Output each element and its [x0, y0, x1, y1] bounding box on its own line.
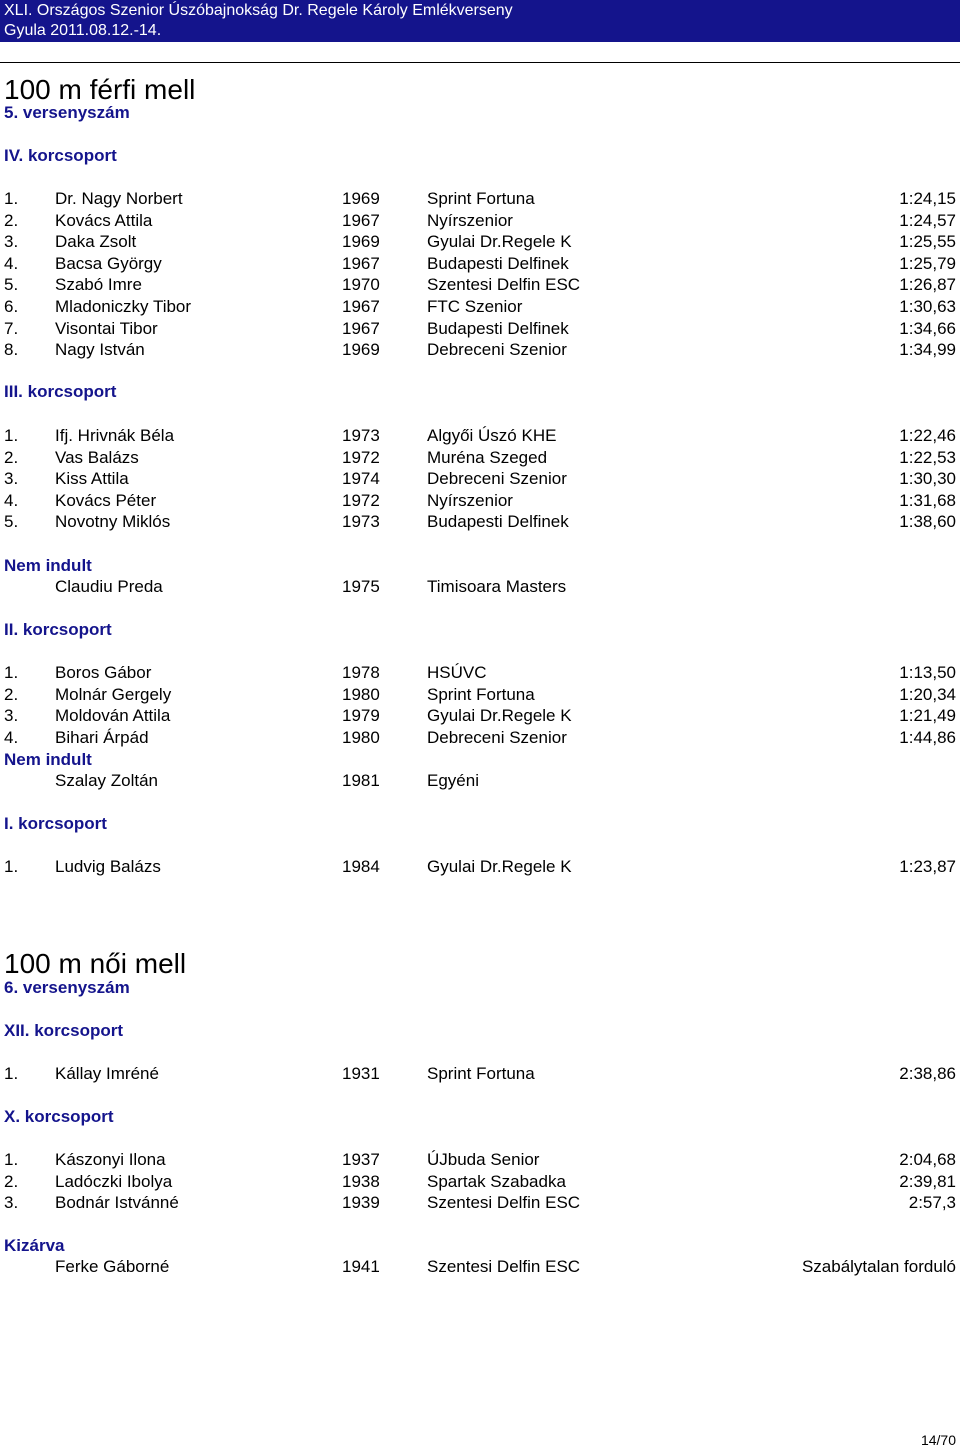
result-time: 1:26,87 [899, 275, 956, 294]
place-number: 4. [4, 728, 19, 747]
club-name: Sprint Fortuna [427, 1064, 535, 1083]
result-time: 1:23,87 [899, 857, 956, 876]
result-time: 1:31,68 [899, 491, 956, 510]
result-row [0, 511, 960, 533]
club-name: Debreceni Szenior [427, 469, 567, 488]
swimmer-name: Kovács Péter [55, 491, 157, 510]
birth-year: 1979 [342, 706, 380, 725]
place-number: 2. [4, 448, 19, 467]
birth-year: 1980 [342, 728, 380, 747]
result-row [0, 1149, 960, 1171]
birth-year: 1967 [342, 211, 380, 230]
age-group-title: III. korcsoport [4, 382, 117, 401]
age-group-title: IV. korcsoport [4, 146, 117, 165]
event-title: 100 m női mell [4, 948, 187, 979]
place-number: 7. [4, 319, 19, 338]
birth-year: 1972 [342, 491, 380, 510]
result-time: 1:24,15 [899, 189, 956, 208]
club-name: ÚJbuda Senior [427, 1150, 540, 1169]
birth-year: 1981 [342, 771, 380, 790]
birth-year: 1939 [342, 1193, 380, 1212]
result-row [0, 210, 960, 232]
swimmer-name: Kiss Attila [55, 469, 129, 488]
birth-year: 1941 [342, 1257, 380, 1276]
age-group-title: XII. korcsoport [4, 1021, 124, 1040]
result-row [0, 318, 960, 340]
swimmer-name: Ludvig Balázs [55, 857, 161, 876]
result-time: 1:20,34 [899, 685, 956, 704]
result-row [0, 662, 960, 684]
result-row [0, 447, 960, 469]
result-time: 1:44,86 [899, 728, 956, 747]
swimmer-name: Kászonyi Ilona [55, 1150, 166, 1169]
result-row [0, 856, 960, 878]
age-group-title: II. korcsoport [4, 620, 112, 639]
swimmer-name: Bihari Árpád [55, 728, 149, 747]
status-heading: Kizárva [4, 1236, 65, 1255]
result-time: 2:57,3 [908, 1193, 956, 1212]
club-name: Budapesti Delfinek [427, 512, 569, 531]
club-name: Spartak Szabadka [427, 1172, 566, 1191]
place-number: 8. [4, 340, 19, 359]
result-time: 1:24,57 [899, 211, 956, 230]
status-heading: Nem indult [4, 750, 92, 769]
result-time: 2:04,68 [899, 1150, 956, 1169]
result-row [0, 1192, 960, 1214]
header-subtitle: Gyula 2011.08.12.-14. [4, 22, 162, 39]
place-number: 4. [4, 254, 19, 273]
club-name: Debreceni Szenior [427, 340, 567, 359]
result-row [0, 339, 960, 361]
swimmer-name: Daka Zsolt [55, 232, 137, 251]
result-row [0, 684, 960, 706]
swimmer-name: Moldován Attila [55, 706, 171, 725]
birth-year: 1980 [342, 685, 380, 704]
place-number: 1. [4, 857, 19, 876]
place-number: 5. [4, 275, 19, 294]
result-row [0, 425, 960, 447]
club-name: Muréna Szeged [427, 448, 548, 467]
club-name: Szentesi Delfin ESC [427, 1257, 581, 1276]
swimmer-name: Szabó Imre [55, 275, 142, 294]
place-number: 2. [4, 1172, 19, 1191]
club-name: FTC Szenior [427, 297, 523, 316]
swimmer-name: Molnár Gergely [55, 685, 172, 704]
swimmer-name: Kállay Imréné [55, 1064, 159, 1083]
swimmer-name: Mladoniczky Tibor [55, 297, 192, 316]
place-number: 3. [4, 232, 19, 251]
result-time: 1:30,30 [899, 469, 956, 488]
document-header [0, 0, 960, 42]
club-name: Sprint Fortuna [427, 685, 535, 704]
event-number: 5. versenyszám [4, 103, 130, 122]
age-group-title: X. korcsoport [4, 1107, 114, 1126]
result-row [0, 1256, 960, 1278]
club-name: Timisoara Masters [427, 577, 567, 596]
birth-year: 1972 [342, 448, 380, 467]
swimmer-name: Bacsa György [55, 254, 162, 273]
birth-year: 1973 [342, 426, 380, 445]
swimmer-name: Dr. Nagy Norbert [55, 189, 183, 208]
event-number: 6. versenyszám [4, 978, 130, 997]
result-time: 1:25,79 [899, 254, 956, 273]
result-row [0, 576, 960, 598]
result-time: 1:25,55 [899, 232, 956, 251]
birth-year: 1974 [342, 469, 380, 488]
club-name: Nyírszenior [427, 491, 513, 510]
result-time: 1:38,60 [899, 512, 956, 531]
place-number: 6. [4, 297, 19, 316]
swimmer-name: Visontai Tibor [55, 319, 158, 338]
birth-year: 1969 [342, 340, 380, 359]
birth-year: 1937 [342, 1150, 380, 1169]
place-number: 3. [4, 706, 19, 725]
place-number: 2. [4, 211, 19, 230]
result-time: 1:21,49 [899, 706, 956, 725]
result-time: 1:34,99 [899, 340, 956, 359]
swimmer-name: Bodnár Istvánné [55, 1193, 179, 1212]
result-row [0, 231, 960, 253]
place-number: 3. [4, 469, 19, 488]
birth-year: 1978 [342, 663, 380, 682]
place-number: 1. [4, 663, 19, 682]
result-row [0, 705, 960, 727]
result-row [0, 770, 960, 792]
club-name: Nyírszenior [427, 211, 513, 230]
result-time: 2:39,81 [899, 1172, 956, 1191]
result-time: 1:13,50 [899, 663, 956, 682]
club-name: Sprint Fortuna [427, 189, 535, 208]
result-time: Szabálytalan forduló [801, 1257, 956, 1276]
place-number: 2. [4, 685, 19, 704]
result-row [0, 490, 960, 512]
swimmer-name: Ferke Gáborné [55, 1257, 170, 1276]
header-title: XLI. Országos Szenior Úszóbajnokság Dr. Regele Károly Emlékverseny [4, 2, 513, 19]
result-time: 1:22,46 [899, 426, 956, 445]
club-name: HSÚVC [427, 663, 487, 682]
club-name: Algyői Úszó KHE [427, 426, 557, 445]
club-name: Gyulai Dr.Regele K [427, 857, 572, 876]
birth-year: 1931 [342, 1064, 380, 1083]
swimmer-name: Szalay Zoltán [55, 771, 158, 790]
page-number: 14/70 [920, 1432, 956, 1448]
result-time: 1:30,63 [899, 297, 956, 316]
club-name: Egyéni [427, 771, 479, 790]
birth-year: 1938 [342, 1172, 380, 1191]
result-row [0, 296, 960, 318]
place-number: 4. [4, 491, 19, 510]
birth-year: 1967 [342, 254, 380, 273]
birth-year: 1970 [342, 275, 380, 294]
swimmer-name: Boros Gábor [55, 663, 152, 682]
result-row [0, 727, 960, 749]
club-name: Budapesti Delfinek [427, 319, 569, 338]
swimmer-name: Kovács Attila [55, 211, 153, 230]
place-number: 1. [4, 189, 19, 208]
swimmer-name: Ifj. Hrivnák Béla [55, 426, 175, 445]
swimmer-name: Claudiu Preda [55, 577, 163, 596]
swimmer-name: Ladóczki Ibolya [55, 1172, 173, 1191]
place-number: 1. [4, 1150, 19, 1169]
club-name: Budapesti Delfinek [427, 254, 569, 273]
place-number: 1. [4, 1064, 19, 1083]
club-name: Szentesi Delfin ESC [427, 275, 581, 294]
result-row [0, 468, 960, 490]
result-time: 2:38,86 [899, 1064, 956, 1083]
club-name: Gyulai Dr.Regele K [427, 232, 572, 251]
place-number: 5. [4, 512, 19, 531]
result-time: 1:34,66 [899, 319, 956, 338]
result-row [0, 188, 960, 210]
result-row [0, 274, 960, 296]
swimmer-name: Novotny Miklós [55, 512, 171, 531]
birth-year: 1967 [342, 297, 380, 316]
swimmer-name: Vas Balázs [55, 448, 139, 467]
birth-year: 1969 [342, 232, 380, 251]
status-heading: Nem indult [4, 556, 92, 575]
club-name: Debreceni Szenior [427, 728, 567, 747]
birth-year: 1973 [342, 512, 380, 531]
result-row [0, 1063, 960, 1085]
swimmer-name: Nagy István [55, 340, 145, 359]
header-divider [0, 62, 960, 63]
result-row [0, 253, 960, 275]
place-number: 3. [4, 1193, 19, 1212]
club-name: Gyulai Dr.Regele K [427, 706, 572, 725]
result-time: 1:22,53 [899, 448, 956, 467]
birth-year: 1969 [342, 189, 380, 208]
club-name: Szentesi Delfin ESC [427, 1193, 581, 1212]
age-group-title: I. korcsoport [4, 814, 107, 833]
event-title: 100 m férfi mell [4, 74, 196, 105]
birth-year: 1975 [342, 577, 380, 596]
birth-year: 1967 [342, 319, 380, 338]
result-row [0, 1171, 960, 1193]
birth-year: 1984 [342, 857, 380, 876]
place-number: 1. [4, 426, 19, 445]
